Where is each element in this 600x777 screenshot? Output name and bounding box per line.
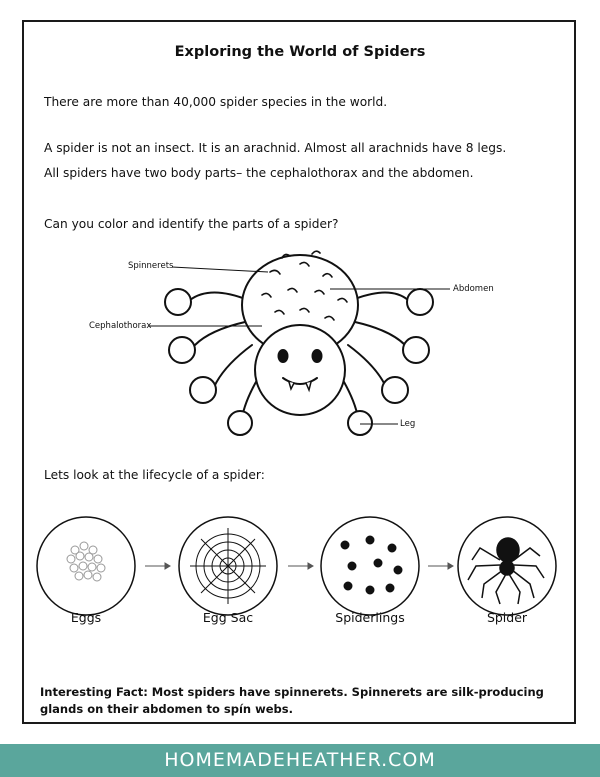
interesting-fact: Interesting Fact: Most spiders have spinnerets. Spinnerets are silk-producing glands on their abdomen to spín webs. <box>40 685 544 716</box>
label-leg: Leg <box>400 419 416 429</box>
label-spinnerets: Spinnerets <box>128 261 174 271</box>
fact-line-2: A spider is not an insect. It is an arachnid. Almost all arachnids have 8 legs. <box>44 141 507 155</box>
spider-illustration <box>468 538 544 604</box>
question-text: Can you color and identify the parts of a spider? <box>44 217 339 231</box>
caption-spider: Spider <box>486 610 528 625</box>
label-cephalothorax: Cephalothorax <box>89 321 152 331</box>
footer-banner[interactable]: HOMEMADEHEATHER.COM <box>0 744 600 777</box>
fact-line-3: All spiders have two body parts– the cephalothorax and the abdomen. <box>44 166 474 180</box>
arrow-2 <box>308 563 313 569</box>
web-illustration <box>190 528 266 604</box>
spiderlings-illustration <box>341 536 402 594</box>
fact-line-1: There are more than 40,000 spider species in the world. <box>44 95 388 109</box>
lifecycle-intro: Lets look at the lifecycle of a spider: <box>44 468 265 482</box>
eggs-circle <box>37 517 135 615</box>
caption-egg-sac: Egg Sac <box>202 610 254 625</box>
label-abdomen: Abdomen <box>453 284 494 294</box>
caption-spiderlings: Spiderlings <box>335 610 405 625</box>
eggs-illustration <box>67 542 105 581</box>
spiderlings-circle <box>321 517 419 615</box>
arrow-3 <box>448 563 453 569</box>
page-title: Exploring the World of Spiders <box>174 44 426 60</box>
arrow-1 <box>165 563 170 569</box>
caption-eggs: Eggs <box>70 610 102 625</box>
